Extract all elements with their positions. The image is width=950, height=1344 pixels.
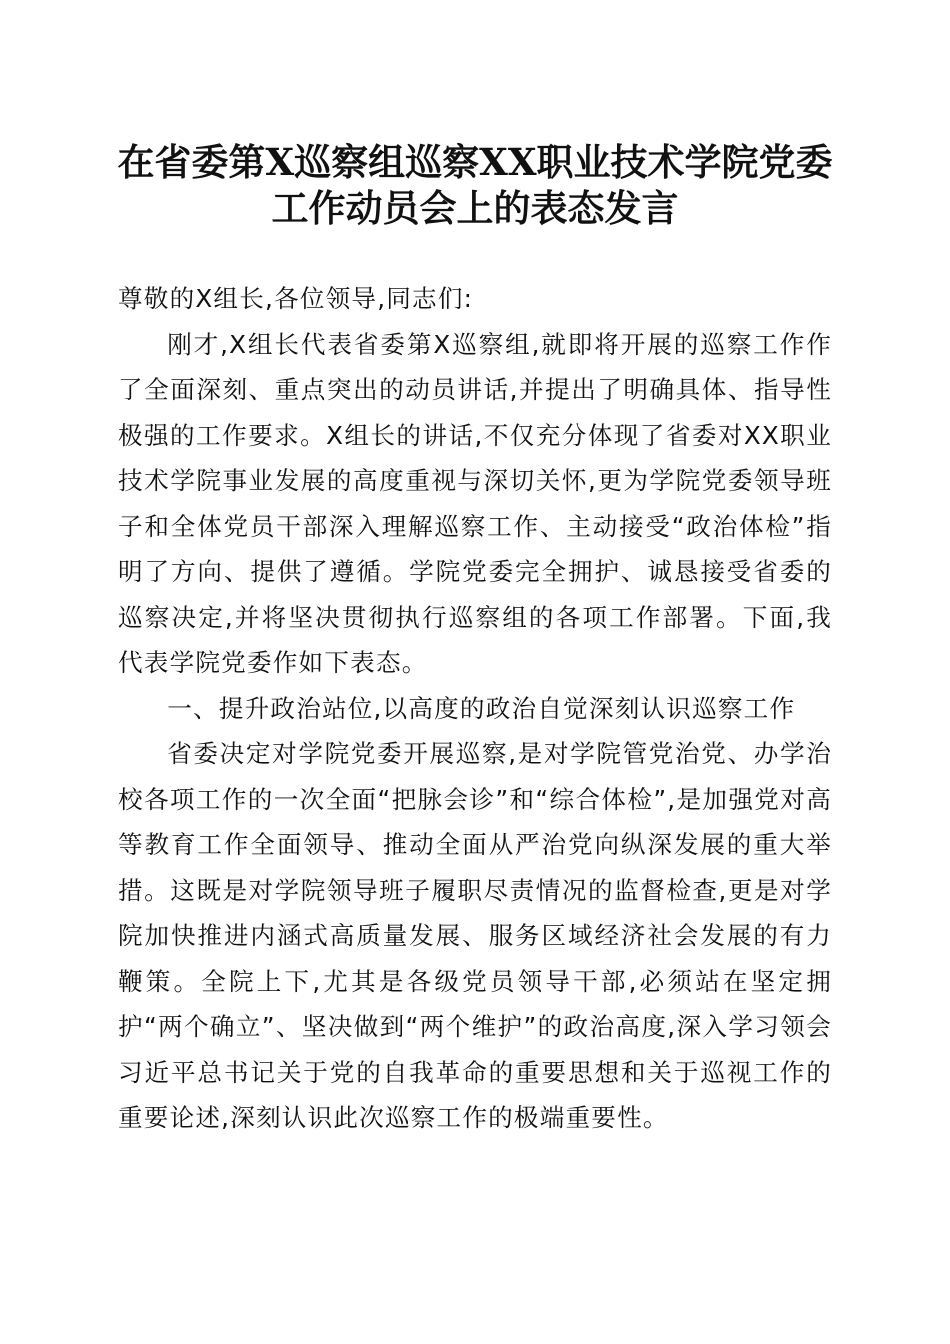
section-heading-1: 一、提升政治站位,以高度的政治自觉深刻认识巡察工作 bbox=[167, 693, 796, 723]
document-title-line-1: 在省委第X巡察组巡察XX职业技术学院党委 bbox=[117, 140, 833, 184]
salutation: 尊敬的X组长,各位领导,同志们: bbox=[118, 284, 474, 313]
paragraph-section-1: 省委决定对学院党委开展巡察,是对学院管党治党、办学治校各项工作的一次全面“把脉会诊”和“综合体检”,是加强党对高等教育工作全面领导、推动全面从严治党向纵深发展的重大举措。这既是对学院领导班子履职尽责情况的监督检查,更是对学院加快推进内涵式高质量发展、服务区域经济社会发展的有力鞭策。全院上下,尤其是各级党员领导干部,必须站在坚定拥护“两个确立”、坚决做到“两个维护”的政治高度,深入学习领会习近平总书记关于党的自我革命的重要思想和关于巡视工作的重要论述,深刻认识此次巡察工作的极端重要性。 bbox=[118, 739, 832, 1132]
paragraph-opening: 刚才,X组长代表省委第X巡察组,就即将开展的巡察工作作了全面深刻、重点突出的动员讲话,并提出了明确具体、指导性极强的工作要求。X组长的讲话,不仅充分体现了省委对XX职业技术学院事业发展的高度重视与深切关怀,更为学院党委领导班子和全体党员干部深入理解巡察工作、主动接受“政治体检”指明了方向、提供了遵循。学院党委完全拥护、诚恳接受省委的巡察决定,并将坚决贯彻执行巡察组的各项工作部署。下面,我代表学院党委作如下表态。 bbox=[118, 329, 832, 677]
document-title-line-2: 工作动员会上的表态发言 bbox=[271, 186, 679, 230]
document-body bbox=[118, 276, 832, 1141]
